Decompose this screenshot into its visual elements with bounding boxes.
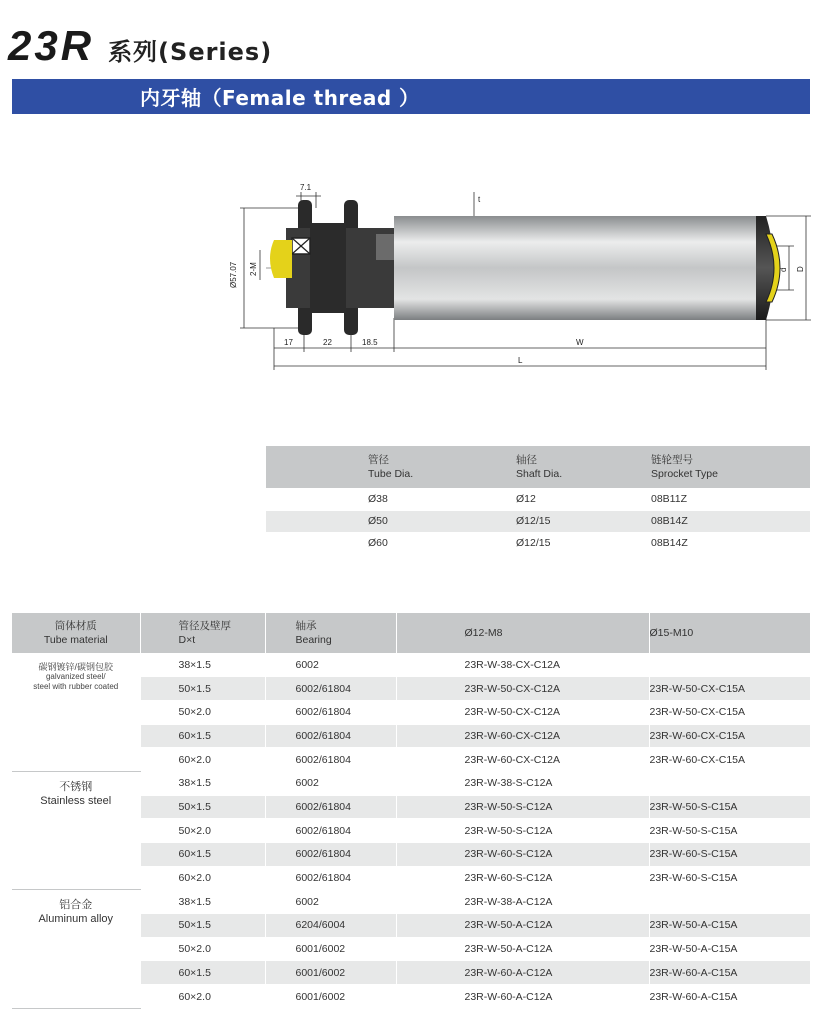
- cell-model-m8: 23R-W-60-S-C12A: [396, 843, 649, 867]
- cell-bearing: 6001/6002: [265, 961, 396, 985]
- cell-dt: 60×1.5: [140, 961, 265, 985]
- cell-bearing: 6001/6002: [265, 937, 396, 961]
- cell-model-m10: 23R-W-60-S-C15A: [649, 843, 810, 867]
- table-row: [12, 653, 810, 677]
- cell-sprocket: 08B11Z: [651, 492, 687, 505]
- dim-2m: 2-M: [249, 262, 258, 276]
- cell-dt: 60×2.0: [140, 985, 265, 1009]
- table-header-row: [12, 613, 810, 653]
- cell-model-m10: [649, 653, 810, 677]
- dim-22: 22: [323, 338, 332, 347]
- cell-bearing: 6002/61804: [265, 843, 396, 867]
- cell-dt: 50×2.0: [140, 937, 265, 961]
- material-group-cell: [12, 653, 140, 771]
- cell-bearing: 6002/61804: [265, 677, 396, 701]
- cell-dt: 60×1.5: [140, 724, 265, 748]
- sprocket-spec-table: [266, 446, 810, 555]
- cell-model-m8: 23R-W-38-S-C12A: [396, 771, 649, 795]
- section-banner: [12, 79, 810, 114]
- material-en: Aluminum alloy: [38, 913, 114, 926]
- cell-dt: 50×2.0: [140, 819, 265, 843]
- cell-model-m8: 23R-W-38-A-C12A: [396, 890, 649, 914]
- cell-model-m8: 23R-W-50-A-C12A: [396, 914, 649, 938]
- material-en-line2: steel with rubber coated: [33, 681, 119, 691]
- cell-model-m10: 23R-W-50-S-C15A: [649, 795, 810, 819]
- cell-shaft-dia: Ø12: [516, 492, 536, 505]
- series-word: 系列(Series): [108, 38, 273, 66]
- cell-bearing: 6002/61804: [265, 795, 396, 819]
- dim-18-5: 18.5: [362, 338, 378, 347]
- cell-tube-dia: Ø60: [368, 537, 388, 549]
- cell-model-m8: 23R-W-50-S-C12A: [396, 795, 649, 819]
- header-bearing-en: Bearing: [295, 633, 332, 646]
- cell-bearing: 6204/6004: [265, 914, 396, 938]
- cell-dt: 60×2.0: [140, 866, 265, 890]
- cell-dt: 50×1.5: [140, 677, 265, 701]
- cell-model-m10: 23R-W-60-A-C15A: [649, 961, 810, 985]
- cell-model-m8: 23R-W-50-A-C12A: [396, 937, 649, 961]
- table-row: [266, 488, 810, 510]
- cell-dt: 60×2.0: [140, 748, 265, 772]
- cell-bearing: 6002/61804: [265, 819, 396, 843]
- header-m8: Ø12-M8: [396, 613, 649, 653]
- cell-bearing: 6002: [265, 771, 396, 795]
- cell-model-m10: [649, 890, 810, 914]
- header-material-cn: 筒体材质: [54, 619, 97, 632]
- cell-model-m10: 23R-W-60-A-C15A: [649, 985, 810, 1009]
- header-tube-dia-en: Tube Dia.: [368, 468, 414, 480]
- cell-model-m8: 23R-W-38-CX-C12A: [396, 653, 649, 677]
- cell-dt: 38×1.5: [140, 653, 265, 677]
- cell-bearing: 6002/61804: [265, 700, 396, 724]
- cell-model-m8: 23R-W-60-CX-C12A: [396, 724, 649, 748]
- dim-t: t: [478, 195, 481, 204]
- cell-sprocket: 08B14Z: [651, 537, 688, 549]
- header-dt-cn: 管径及壁厚: [178, 619, 231, 632]
- table-header-row: [266, 446, 810, 488]
- cell-model-m8: 23R-W-60-A-C12A: [396, 961, 649, 985]
- table-row: [266, 532, 810, 554]
- cell-model-m8: 23R-W-60-S-C12A: [396, 866, 649, 890]
- dim-W: W: [576, 338, 584, 347]
- dim-D: D: [796, 266, 805, 272]
- cell-model-m10: 23R-W-50-A-C15A: [649, 914, 810, 938]
- model-number-table: [12, 613, 810, 1009]
- cell-model-m10: 23R-W-60-CX-C15A: [649, 748, 810, 772]
- cell-model-m10: 23R-W-60-S-C15A: [649, 866, 810, 890]
- material-group-cell: [12, 890, 140, 1008]
- dim-d: d: [779, 267, 788, 272]
- cell-bearing: 6002/61804: [265, 866, 396, 890]
- cell-tube-dia: Ø50: [368, 515, 388, 527]
- cell-model-m10: 23R-W-50-CX-C15A: [649, 700, 810, 724]
- cell-model-m8: 23R-W-50-CX-C12A: [396, 700, 649, 724]
- dim-L: L: [518, 356, 523, 365]
- cell-bearing: 6002/61804: [265, 748, 396, 772]
- cell-shaft-dia: Ø12/15: [516, 537, 551, 549]
- header-shaft-dia-en: Shaft Dia.: [516, 468, 563, 480]
- cell-tube-dia: Ø38: [368, 492, 388, 505]
- dim-dia: Ø57.07: [229, 261, 238, 288]
- cell-bearing: 6002: [265, 653, 396, 677]
- dim-7-1: 7.1: [300, 183, 312, 192]
- header-tube-dia-cn: 管径: [368, 454, 389, 466]
- header-sprocket-cn: 链轮型号: [651, 454, 693, 466]
- cell-dt: 60×1.5: [140, 843, 265, 867]
- banner-title: 内牙轴（Female thread ）: [140, 86, 420, 110]
- material-cn: 铝合金: [59, 899, 93, 912]
- cell-model-m8: 23R-W-60-CX-C12A: [396, 748, 649, 772]
- cell-bearing: 6002/61804: [265, 724, 396, 748]
- cell-model-m8: 23R-W-50-S-C12A: [396, 819, 649, 843]
- cell-model-m8: 23R-W-60-A-C12A: [396, 985, 649, 1009]
- series-title: [8, 22, 273, 69]
- material-en: galvanized steel/: [45, 671, 106, 681]
- table-row: [12, 890, 810, 914]
- header-bearing-cn: 轴承: [295, 619, 317, 632]
- header-dt-en: D×t: [178, 633, 196, 646]
- cell-bearing: 6002: [265, 890, 396, 914]
- table-row: [266, 510, 810, 532]
- cell-dt: 38×1.5: [140, 890, 265, 914]
- cell-model-m10: 23R-W-50-A-C15A: [649, 937, 810, 961]
- cell-bearing: 6001/6002: [265, 985, 396, 1009]
- cell-model-m10: 23R-W-50-S-C15A: [649, 819, 810, 843]
- series-code: 23R: [8, 22, 95, 69]
- cell-model-m8: 23R-W-50-CX-C12A: [396, 677, 649, 701]
- cell-dt: 50×1.5: [140, 795, 265, 819]
- cell-model-m10: 23R-W-60-CX-C15A: [649, 724, 810, 748]
- header-m10: Ø15-M10: [649, 626, 694, 639]
- material-cn: 不锈钢: [59, 780, 93, 793]
- cell-model-m10: [649, 771, 810, 795]
- header-material-en: Tube material: [43, 633, 108, 646]
- material-cn: 碳钢镀锌/碳钢包胶: [38, 661, 113, 672]
- header-shaft-dia-cn: 轴径: [516, 454, 537, 466]
- cell-shaft-dia: Ø12/15: [516, 515, 551, 527]
- header-sprocket-en: Sprocket Type: [651, 468, 718, 480]
- cell-dt: 50×2.0: [140, 700, 265, 724]
- material-en: Stainless steel: [40, 794, 112, 807]
- table-row: [12, 771, 810, 795]
- roller-technical-drawing: [226, 178, 816, 378]
- material-group-cell: [12, 771, 140, 889]
- cell-model-m10: 23R-W-50-CX-C15A: [649, 677, 810, 701]
- cell-dt: 38×1.5: [140, 771, 265, 795]
- dim-17: 17: [284, 338, 293, 347]
- cell-sprocket: 08B14Z: [651, 515, 688, 527]
- cell-dt: 50×1.5: [140, 914, 265, 938]
